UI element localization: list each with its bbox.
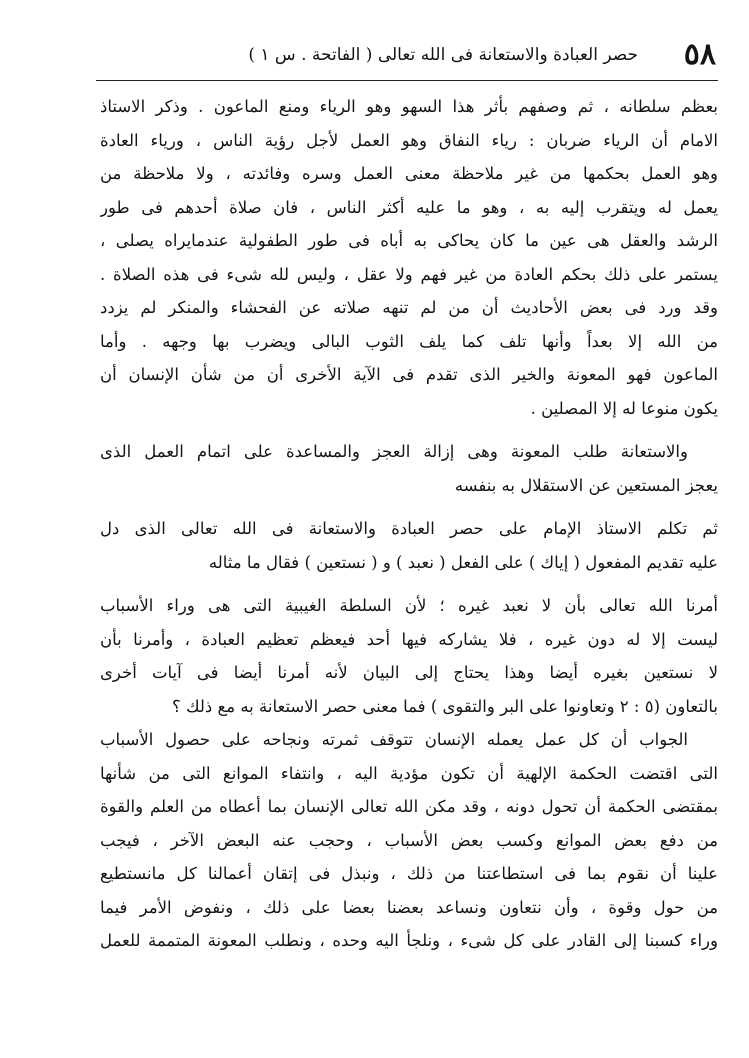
header-rule	[96, 80, 718, 81]
text-line: ثم تكلم الاستاذ الإمام على حصر العبادة والاستعانة فى الله تعالى الذى دل	[100, 519, 718, 538]
paragraph-hasr	[100, 512, 718, 579]
text-line: من الله إلا بعداً وأنها تلف كما يلف الثوب البالى ويضرب بها وجهه . وأما	[100, 331, 718, 351]
text-line: والاستعانة طلب المعونة وهى إزالة العجز والمساعدة على اتمام العمل الذى	[100, 442, 688, 461]
text-line: من دفع بعض الموانع وكسب بعض الأسباب ، وحجب عنه البعض الآخر ، فيجب	[100, 830, 718, 850]
text-line: يستمر على ذلك بحكم العادة من غير فهم ولا عقل ، وليس لله شىء فى هذه الصلاة .	[100, 264, 718, 284]
page-body	[100, 90, 718, 958]
text-line: من حول وقوة ، وأن نتعاون ونساعد بعضنا بعضا على ذلك ، ونفوض الأمر فيما	[100, 897, 718, 917]
text-line: بالتعاون (٥ : ٢ وتعاونوا على البر والتقوى ) فما معنى حصر الاستعانة به مع ذلك ؟	[171, 696, 718, 716]
text-line: وراء كسبنا إلى القادر على كل شىء ، ونلجأ اليه وحده ، ونطلب المعونة المتممة للعمل	[100, 931, 718, 950]
text-line: علينا أن نقوم بما فى استطاعتنا من ذلك ، ونبذل فى إتقان أعمالنا كل مانستطيع	[100, 864, 718, 883]
page-header	[96, 32, 718, 80]
running-title: حصر العبادة والاستعانة فى الله تعالى ( الفاتحة . س ١ )	[248, 45, 638, 65]
text-line: وقد ورد فى بعض الأحاديث أن من لم تنهه صلاته عن الفحشاء والمنكر لم يزدد	[100, 298, 718, 317]
text-line: الامام أن الرياء ضربان : رياء النفاق وهو العمل لأجل رؤية الناس ، ورياء العادة	[100, 130, 718, 150]
text-line: يعمل له ويتقرب إليه به ، وهو ما عليه أكثر الناس ، فان صلاة أحدهم فى طور	[100, 197, 718, 217]
paragraph-jawab	[100, 723, 718, 958]
text-line: بمقتضى الحكمة أن تحول دونه ، وقد مكن الله تعالى الإنسان بما أعطاه من العلم والقوة	[100, 797, 718, 816]
text-line: الماعون فهو المعونة والخير الذى تقدم فى الآية الأخرى أن من شأن الإنسان أن	[100, 365, 718, 384]
text-line: وهو العمل بحكمها من غير ملاحظة معنى العمل وسره وفائدته ، ولا ملاحظة من	[100, 164, 718, 183]
text-line: التى اقتضت الحكمة الإلهية أن تكون مؤدية اليه ، وانتفاء الموانع التى من شأنها	[100, 763, 718, 783]
text-line: ليست إلا له دون غيره ، فلا يشاركه فيها أحد فيعظم تعظيم العبادة ، وأمرنا بأن	[100, 629, 718, 649]
paragraph-riya	[100, 90, 718, 425]
text-line: أمرنا الله تعالى بأن لا نعبد غيره ؛ لأن السلطة الغيبية التى هى وراء الأسباب	[100, 596, 718, 615]
text-line: يعجز المستعين عن الاستقلال به بنفسه	[454, 475, 718, 495]
text-line: بعظم سلطانه ، ثم وصفهم بأثر هذا السهو وهو الرياء ومنع الماعون . وذكر الاستاذ	[100, 97, 718, 116]
text-line: الجواب أن كل عمل يعمله الإنسان تتوقف ثمرته ونجاحه على حصول الأسباب	[100, 730, 688, 749]
paragraph-amrana	[100, 589, 718, 723]
text-line: الرشد والعقل هى عين ما كان يحاكى به أباه فى طور الطفولية عندمايراه يصلى ،	[100, 231, 718, 250]
text-line: يكون منوعا له إلا المصلين .	[530, 398, 718, 418]
paragraph-istiana	[100, 435, 718, 502]
page-number: ٥٨	[683, 37, 716, 72]
text-line: عليه تقديم المفعول ( إياك ) على الفعل ( نعبد ) و ( نستعين ) فقال ما مثاله	[208, 552, 718, 572]
text-line: لا نستعين بغيره أيضا وهذا يحتاج إلى البيان لأنه أمرنا أيضا فى آيات أخرى	[100, 663, 718, 682]
